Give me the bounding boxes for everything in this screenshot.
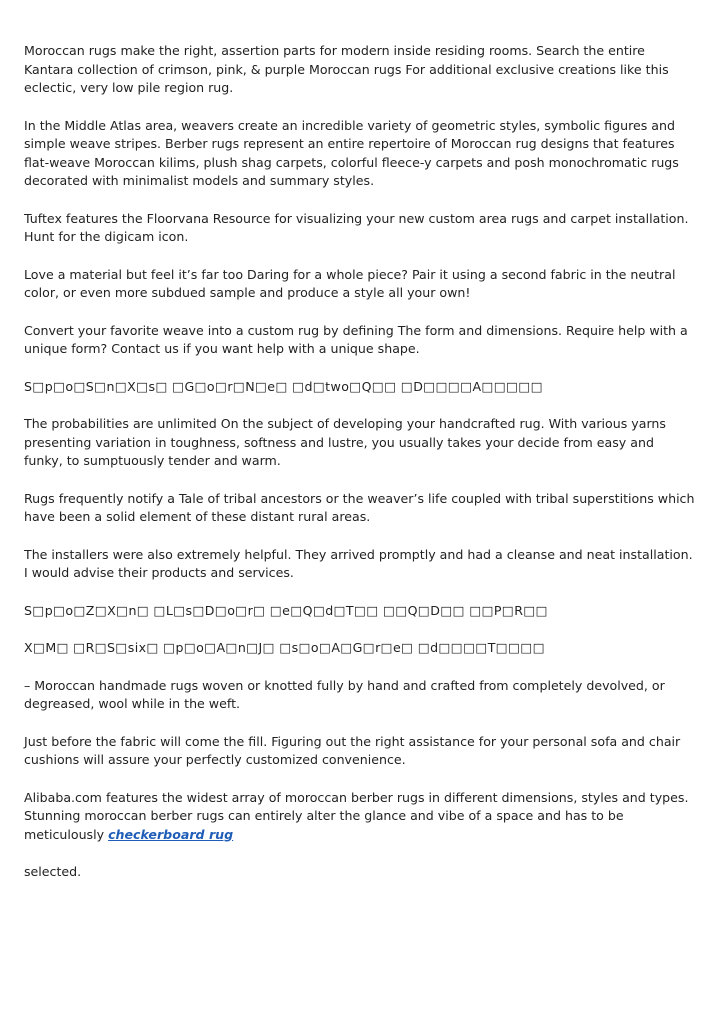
garbled-text-line-2: S□p□o□Z□X□n□ □L□s□D□o□r□ □e□Q□d□T□□ □□Q□D□□ □□P□R□□: [24, 602, 548, 618]
paragraph-material-pairing: Love a material but feel it’s far too Daring for a whole piece? Pair it using a second fabric in the neutral color, or even more subdued sample and produce a style all your own!: [24, 266, 676, 300]
document-body: [24, 42, 696, 901]
paragraph-fabric-fill: Just before the fabric will come the fill. Figuring out the right assistance for your personal sofa and chair cushions will assure your perfectly customized convenience.: [24, 733, 681, 767]
checkerboard-rug-link[interactable]: checkerboard rug: [108, 826, 234, 842]
paragraph-moroccan-rugs-intro: Moroccan rugs make the right, assertion parts for modern inside residing rooms. Search the entire Kantara collection of crimson, pink, & purple Moroccan rugs For additional exclusive creations like this eclectic, very low pile region rug.: [24, 43, 669, 95]
paragraph-middle-atlas: In the Middle Atlas area, weavers create an incredible variety of geometric styles, symbolic figures and simple weave stripes. Berber rugs represent an entire repertoire of Moroccan rug designs that features flat-weave Moroccan kilims, plush shag carpets, colorful fleece-y carpets and posh monochromatic rugs decorated with minimalist models and summary styles.: [24, 117, 679, 188]
paragraph-tuftex: Tuftex features the Floorvana Resource for visualizing your new custom area rugs and carpet installation. Hunt for the digicam icon.: [24, 210, 689, 244]
paragraph-tribal-tale: Rugs frequently notify a Tale of tribal ancestors or the weaver’s life coupled with tribal superstitions which have been a solid element of these distant rural areas.: [24, 490, 695, 524]
paragraph-installers: The installers were also extremely helpful. They arrived promptly and had a cleanse and neat installation. I would advise their products and services.: [24, 546, 693, 580]
paragraph-probabilities: The probabilities are unlimited On the subject of developing your handcrafted rug. With various yarns presenting variation in toughness, softness and lustre, you usually takes your decide from easy and funky, to sumptuously tender and warm.: [24, 416, 666, 468]
garbled-text-line-3: X□M□ □R□S□six□ □p□o□A□n□J□ □s□o□A□G□r□e□ □d□□□□T□□□□: [24, 640, 545, 655]
paragraph-alibaba-text: Alibaba.com features the widest array of moroccan berber rugs in different dimensions, styles and types. Stunning moroccan berber rugs can entirely alter the glance and vibe of a space and has to be meticulously: [24, 789, 689, 842]
garbled-text-line-1: S□p□o□S□n□X□s□ □G□o□r□N□e□ □d□two□Q□□ □D□□□□A□□□□□: [24, 378, 544, 394]
paragraph-alibaba: [24, 789, 696, 845]
paragraph-selected: selected.: [24, 864, 82, 879]
paragraph-custom-rug: Convert your favorite weave into a custom rug by defining The form and dimensions. Require help with a unique form? Contact us if you want help with a unique shape.: [24, 322, 688, 356]
paragraph-handmade-rugs: – Moroccan handmade rugs woven or knotted fully by hand and crafted from completely devolved, or degreased, wool while in the weft.: [24, 677, 665, 711]
